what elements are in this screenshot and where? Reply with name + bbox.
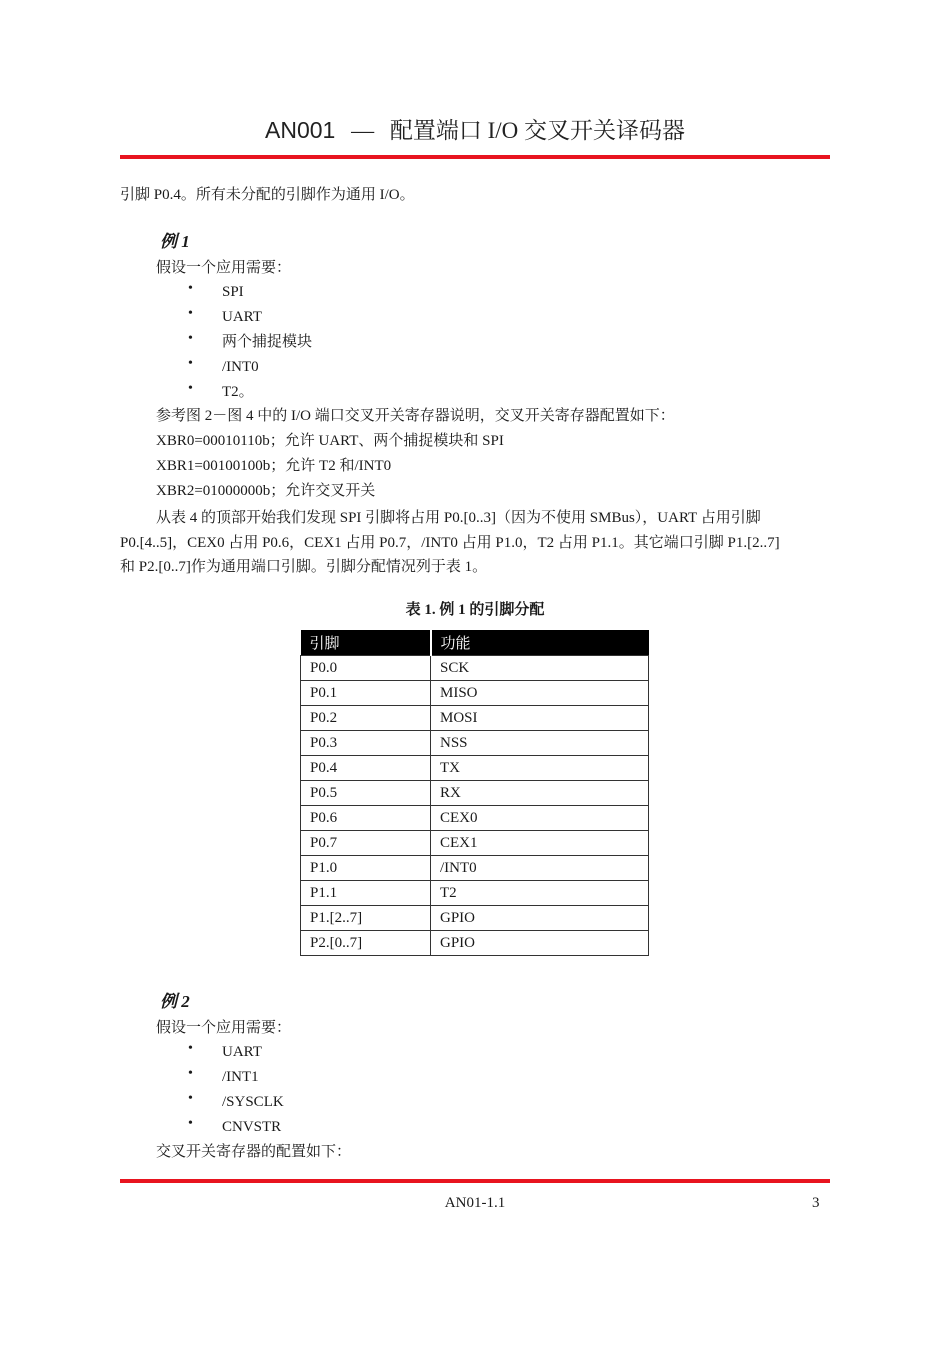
page-header-title [0,112,950,145]
example1-paragraph-line1: 从表 4 的顶部开始我们发现 SPI 引脚将占用 P0.[0..3]（因为不使用 SMBus），UART 占用引脚 [156,510,761,526]
table-row [301,806,649,831]
function-cell: SCK [431,656,649,681]
list-item: /SYSCLK [222,1094,284,1110]
list-item: UART [222,309,262,325]
bullet-dot: • [188,281,193,296]
table-header-row [301,630,649,656]
example1-reference: 参考图 2－图 4 中的 I/O 端口交叉开关寄存器说明，交叉开关寄存器配置如下： [156,408,675,424]
pin-cell: P0.0 [301,656,431,681]
list-item: T2。 [222,384,254,400]
function-cell: T2 [431,881,649,906]
function-cell: MOSI [431,706,649,731]
function-cell: /INT0 [431,856,649,881]
list-item: /INT0 [222,359,259,375]
list-item: /INT1 [222,1069,259,1085]
example2-lead: 假设一个应用需要： [156,1020,292,1036]
pin-cell: P0.7 [301,831,431,856]
list-item: 两个捕捉模块 [222,334,313,350]
bullet-dot: • [188,356,193,371]
bullet-dot: • [188,331,193,346]
pin-cell: P1.0 [301,856,431,881]
intro-line: 引脚 P0.4。所有未分配的引脚作为通用 I/O。 [120,187,415,203]
table-row [301,681,649,706]
table-row [301,881,649,906]
function-cell: NSS [431,731,649,756]
bullet-dot: • [188,306,193,321]
function-cell: MISO [431,681,649,706]
table-row [301,756,649,781]
pin-cell: P0.1 [301,681,431,706]
bullet-dot: • [188,1066,193,1081]
header-dash: — [351,118,375,143]
table-row [301,781,649,806]
table-row [301,706,649,731]
table1-caption: 表 1. 例 1 的引脚分配 [405,602,545,618]
table-row [301,856,649,881]
bullet-dot: • [188,1116,193,1131]
header-rule [120,155,830,159]
list-item: UART [222,1044,262,1060]
function-cell: GPIO [431,906,649,931]
pin-cell: P0.6 [301,806,431,831]
example1-paragraph-line3: 和 P2.[0..7]作为通用端口引脚。引脚分配情况列于表 1。 [120,559,488,575]
table-row [301,906,649,931]
doc-title: 配置端口 I/O 交叉开关译码器 [389,118,685,143]
example1-lead: 假设一个应用需要： [156,260,292,276]
xbr1-config: XBR1=00100100b；允许 T2 和/INT0 [156,458,392,474]
bullet-dot: • [188,1091,193,1106]
bullet-dot: • [188,381,193,396]
column-header-function: 功能 [431,630,649,656]
pin-cell: P0.2 [301,706,431,731]
function-cell: TX [431,756,649,781]
table-row [301,731,649,756]
page-number: 3 [812,1195,820,1211]
table-row [301,656,649,681]
pin-cell: P1.1 [301,881,431,906]
pin-cell: P2.[0..7] [301,931,431,956]
column-header-pin: 引脚 [301,630,431,656]
example2-closing: 交叉开关寄存器的配置如下： [156,1144,352,1160]
list-item: CNVSTR [222,1119,282,1135]
pin-cell: P0.3 [301,731,431,756]
example1-heading: 例 1 [160,232,190,251]
function-cell: CEX0 [431,806,649,831]
example2-heading: 例 2 [160,992,190,1011]
pin-cell: P0.4 [301,756,431,781]
table-row [301,931,649,956]
list-item: SPI [222,284,244,300]
function-cell: CEX1 [431,831,649,856]
xbr2-config: XBR2=01000000b；允许交叉开关 [156,483,376,499]
pin-cell: P1.[2..7] [301,906,431,931]
pin-cell: P0.5 [301,781,431,806]
bullet-dot: • [188,1041,193,1056]
table-row [301,831,649,856]
example1-paragraph-line2: P0.[4..5]，CEX0 占用 P0.6，CEX1 占用 P0.7，/INT0 占用 P1.0，T2 占用 P1.1。其它端口引脚 P1.[2..7] [120,535,780,551]
function-cell: RX [431,781,649,806]
xbr0-config: XBR0=00010110b；允许 UART、两个捕捉模块和 SPI [156,433,504,449]
footer-rule [120,1179,830,1183]
function-cell: GPIO [431,931,649,956]
pin-assignment-table [300,630,649,956]
doc-code: AN001 [265,117,336,143]
footer-doc-code: AN01-1.1 [444,1195,506,1211]
